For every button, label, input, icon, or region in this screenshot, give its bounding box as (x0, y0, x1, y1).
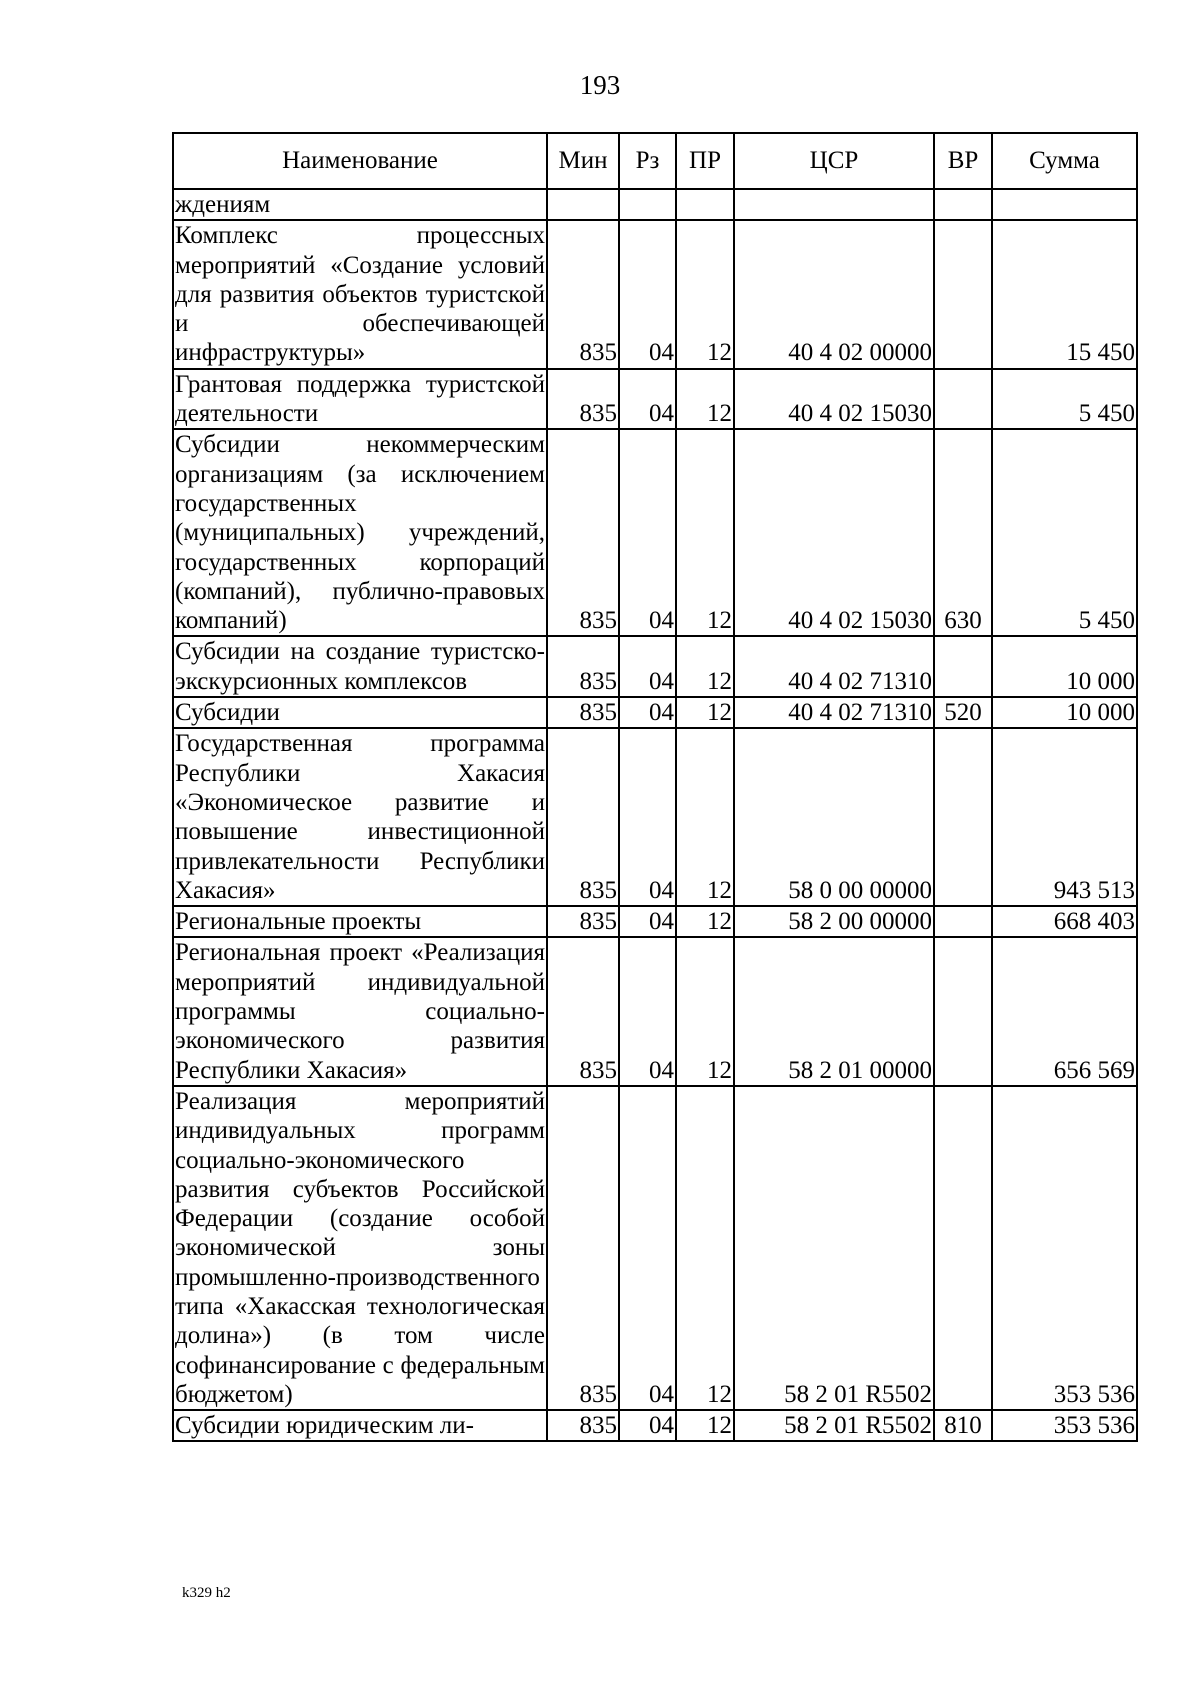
cell-pr: 12 (676, 369, 734, 430)
header-rz: Рз (619, 133, 676, 189)
cell-csr: 40 4 02 15030 (734, 429, 934, 636)
cell-vr (934, 189, 992, 220)
table-row (173, 1410, 1137, 1441)
cell-sum: 10 000 (992, 636, 1137, 697)
cell-name: Реализация мероприятий индивидуальных программ социально-экономического развития субъектов Российской Федерации (создание особой экономической зоны промышленно-производственного типа «Хакасская технологическая долина») (в том числе софинансирование с федеральным бюджетом) (173, 1086, 547, 1410)
header-csr: ЦСР (734, 133, 934, 189)
cell-csr: 40 4 02 00000 (734, 220, 934, 368)
table-row (173, 429, 1137, 636)
budget-table (172, 132, 1138, 1442)
cell-pr: 12 (676, 1086, 734, 1410)
table-row (173, 189, 1137, 220)
cell-rz: 04 (619, 429, 676, 636)
cell-rz: 04 (619, 697, 676, 728)
cell-rz: 04 (619, 906, 676, 937)
cell-csr: 40 4 02 71310 (734, 636, 934, 697)
cell-csr: 58 0 00 00000 (734, 728, 934, 906)
table-row (173, 1086, 1137, 1410)
cell-csr: 40 4 02 15030 (734, 369, 934, 430)
cell-pr: 12 (676, 906, 734, 937)
cell-name: Субсидии некоммерческим организациям (за исключением государственных (муниципальных) учреждений, государственных корпораций (компаний), публично-правовых компаний) (173, 429, 547, 636)
header-pr: ПР (676, 133, 734, 189)
cell-rz: 04 (619, 937, 676, 1085)
cell-min: 835 (547, 728, 619, 906)
page-number: 193 (579, 70, 621, 100)
cell-name: Субсидии юридическим ли- (173, 1410, 547, 1441)
cell-min: 835 (547, 1410, 619, 1441)
cell-vr (934, 728, 992, 906)
cell-csr: 58 2 01 R5502 (734, 1410, 934, 1441)
cell-csr: 40 4 02 71310 (734, 697, 934, 728)
cell-min: 835 (547, 220, 619, 368)
table-row (173, 636, 1137, 697)
cell-rz: 04 (619, 636, 676, 697)
cell-csr (734, 189, 934, 220)
header-name: Наименование (173, 133, 547, 189)
cell-pr (676, 189, 734, 220)
cell-pr: 12 (676, 728, 734, 906)
cell-rz: 04 (619, 369, 676, 430)
cell-pr: 12 (676, 429, 734, 636)
cell-rz: 04 (619, 728, 676, 906)
cell-rz: 04 (619, 1086, 676, 1410)
cell-name: Субсидии на создание туристско-экскурсионных комплексов (173, 636, 547, 697)
cell-vr (934, 636, 992, 697)
table-row (173, 697, 1137, 728)
cell-vr: 810 (934, 1410, 992, 1441)
cell-rz (619, 189, 676, 220)
cell-min: 835 (547, 697, 619, 728)
cell-csr: 58 2 01 R5502 (734, 1086, 934, 1410)
table-row (173, 906, 1137, 937)
cell-vr (934, 369, 992, 430)
cell-min: 835 (547, 369, 619, 430)
header-vr: ВР (934, 133, 992, 189)
cell-sum: 353 536 (992, 1410, 1137, 1441)
cell-pr: 12 (676, 937, 734, 1085)
cell-sum: 5 450 (992, 369, 1137, 430)
table-row (173, 369, 1137, 430)
cell-sum: 353 536 (992, 1086, 1137, 1410)
cell-name: Грантовая поддержка туристской деятельности (173, 369, 547, 430)
cell-name: Субсидии (173, 697, 547, 728)
table-row (173, 220, 1137, 368)
cell-sum: 668 403 (992, 906, 1137, 937)
footer-code: k329 h2 (182, 1585, 231, 1601)
cell-min: 835 (547, 636, 619, 697)
cell-pr: 12 (676, 1410, 734, 1441)
cell-min: 835 (547, 429, 619, 636)
cell-sum: 10 000 (992, 697, 1137, 728)
cell-name: Региональная проект «Реализация мероприятий индивидуальной программы социально-экономического развития Республики Хакасия» (173, 937, 547, 1085)
cell-pr: 12 (676, 636, 734, 697)
cell-vr: 520 (934, 697, 992, 728)
cell-csr: 58 2 00 00000 (734, 906, 934, 937)
cell-min: 835 (547, 906, 619, 937)
cell-sum: 5 450 (992, 429, 1137, 636)
cell-min: 835 (547, 937, 619, 1085)
cell-sum (992, 189, 1137, 220)
cell-sum: 656 569 (992, 937, 1137, 1085)
cell-rz: 04 (619, 220, 676, 368)
table-row (173, 937, 1137, 1085)
table-body (173, 189, 1137, 1441)
cell-rz: 04 (619, 1410, 676, 1441)
cell-csr: 58 2 01 00000 (734, 937, 934, 1085)
cell-min (547, 189, 619, 220)
cell-sum: 943 513 (992, 728, 1137, 906)
cell-vr: 630 (934, 429, 992, 636)
cell-sum: 15 450 (992, 220, 1137, 368)
cell-vr (934, 937, 992, 1085)
header-min: Мин (547, 133, 619, 189)
cell-name: ждениям (173, 189, 547, 220)
cell-vr (934, 220, 992, 368)
cell-name: Комплекс процессных мероприятий «Создание условий для развития объектов туристской и обеспечивающей инфраструктуры» (173, 220, 547, 368)
header-sum: Сумма (992, 133, 1137, 189)
cell-min: 835 (547, 1086, 619, 1410)
cell-pr: 12 (676, 697, 734, 728)
cell-vr (934, 1086, 992, 1410)
table-header-row (173, 133, 1137, 189)
table-row (173, 728, 1137, 906)
cell-pr: 12 (676, 220, 734, 368)
cell-vr (934, 906, 992, 937)
cell-name: Региональные проекты (173, 906, 547, 937)
cell-name: Государственная программа Республики Хакасия «Экономическое развитие и повышение инвестиционной привлекательности Республики Хакасия» (173, 728, 547, 906)
